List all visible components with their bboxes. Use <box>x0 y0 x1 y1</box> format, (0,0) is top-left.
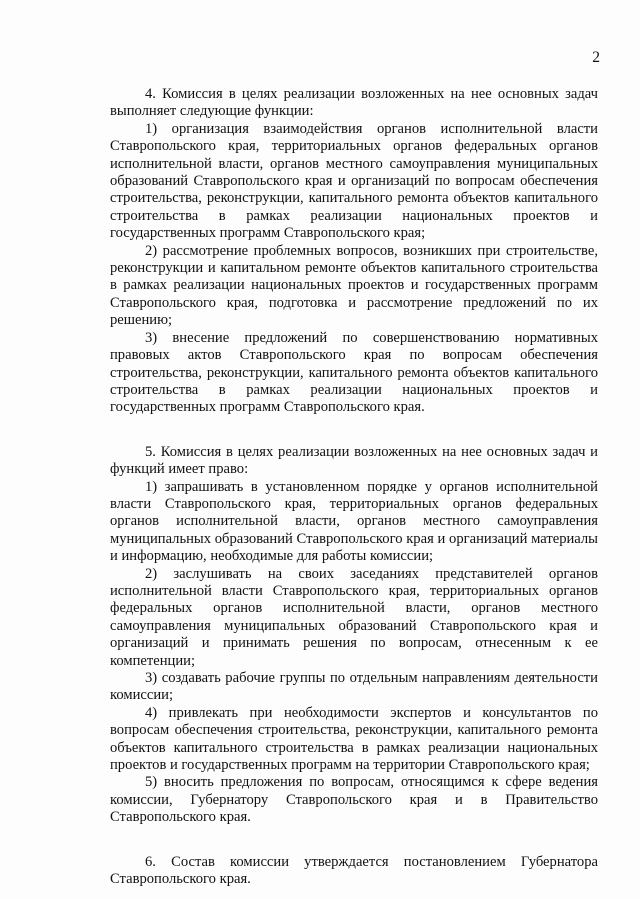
section-item-6 <box>110 854 598 889</box>
document-body <box>110 86 598 888</box>
paragraph: 3) внесение предложений по совершенствованию нормативных правовых актов Ставропольского края по вопросам обеспечения строительства, реконструкции, капитального ремонта объектов капитального строительства в рамках реализации национальных проектов и государственных программ Ставропольского края. <box>110 329 598 416</box>
paragraph: 5. Комиссия в целях реализации возложенных на нее основных задач и функций имеет право: <box>110 443 598 478</box>
section-spacer <box>110 827 598 854</box>
paragraph: 2) рассмотрение проблемных вопросов, возникших при строительстве, реконструкции и капитальном ремонте объектов капитального строительства в рамках реализации национальных проектов и государственных программ Ставропольского края, подготовка и рассмотрение предложений по их решению; <box>110 242 598 329</box>
section-spacer <box>110 417 598 444</box>
paragraph: 3) создавать рабочие группы по отдельным направлениям деятельности комиссии; <box>110 670 598 704</box>
paragraph: 4) привлекать при необходимости экспертов и консультантов по вопросам обеспечения строительства, реконструкции, капитального ремонта объектов капитального строительства в рамках реализации национальных проектов и государственных программ на территории Ставропольского края; <box>110 704 598 774</box>
section-item-4 <box>110 86 598 417</box>
paragraph: 1) запрашивать в установленном порядке у органов исполнительной власти Ставропольского края, территориальных органов федеральных органов исполнительной власти, органов местного самоуправления муниципальных образований Ставропольского края и организаций материалы и информацию, необходимые для работы комиссии; <box>110 478 598 565</box>
paragraph: 2) заслушивать на своих заседаниях представителей органов исполнительной власти Ставропольского края, территориальных органов федеральных органов исполнительной власти, органов местного самоуправления муниципальных образований Ставропольского края и организаций и принимать решения по вопросам, отнесенным к ее компетенции; <box>110 565 598 669</box>
paragraph: 1) организация взаимодействия органов исполнительной власти Ставропольского края, территориальных органов федеральных органов исполнительной власти, органов местного самоуправления муниципальных образований Ставропольского края и организаций по вопросам обеспечения строительства, реконструкции, капитального ремонта объектов капитального строительства в рамках реализации национальных проектов и государственных программ Ставропольского края; <box>110 120 598 242</box>
paragraph: 5) вносить предложения по вопросам, относящимся к сфере ведения комиссии, Губернатору Ставропольского края и в Правительство Ставропольского края. <box>110 774 598 826</box>
paragraph: 6. Состав комиссии утверждается постановлением Губернатора Ставропольского края. <box>110 853 598 888</box>
section-item-5 <box>110 444 598 827</box>
paragraph: 4. Комиссия в целях реализации возложенных на нее основных задач выполняет следующие функции: <box>110 86 598 120</box>
page-number: 2 <box>592 49 600 66</box>
